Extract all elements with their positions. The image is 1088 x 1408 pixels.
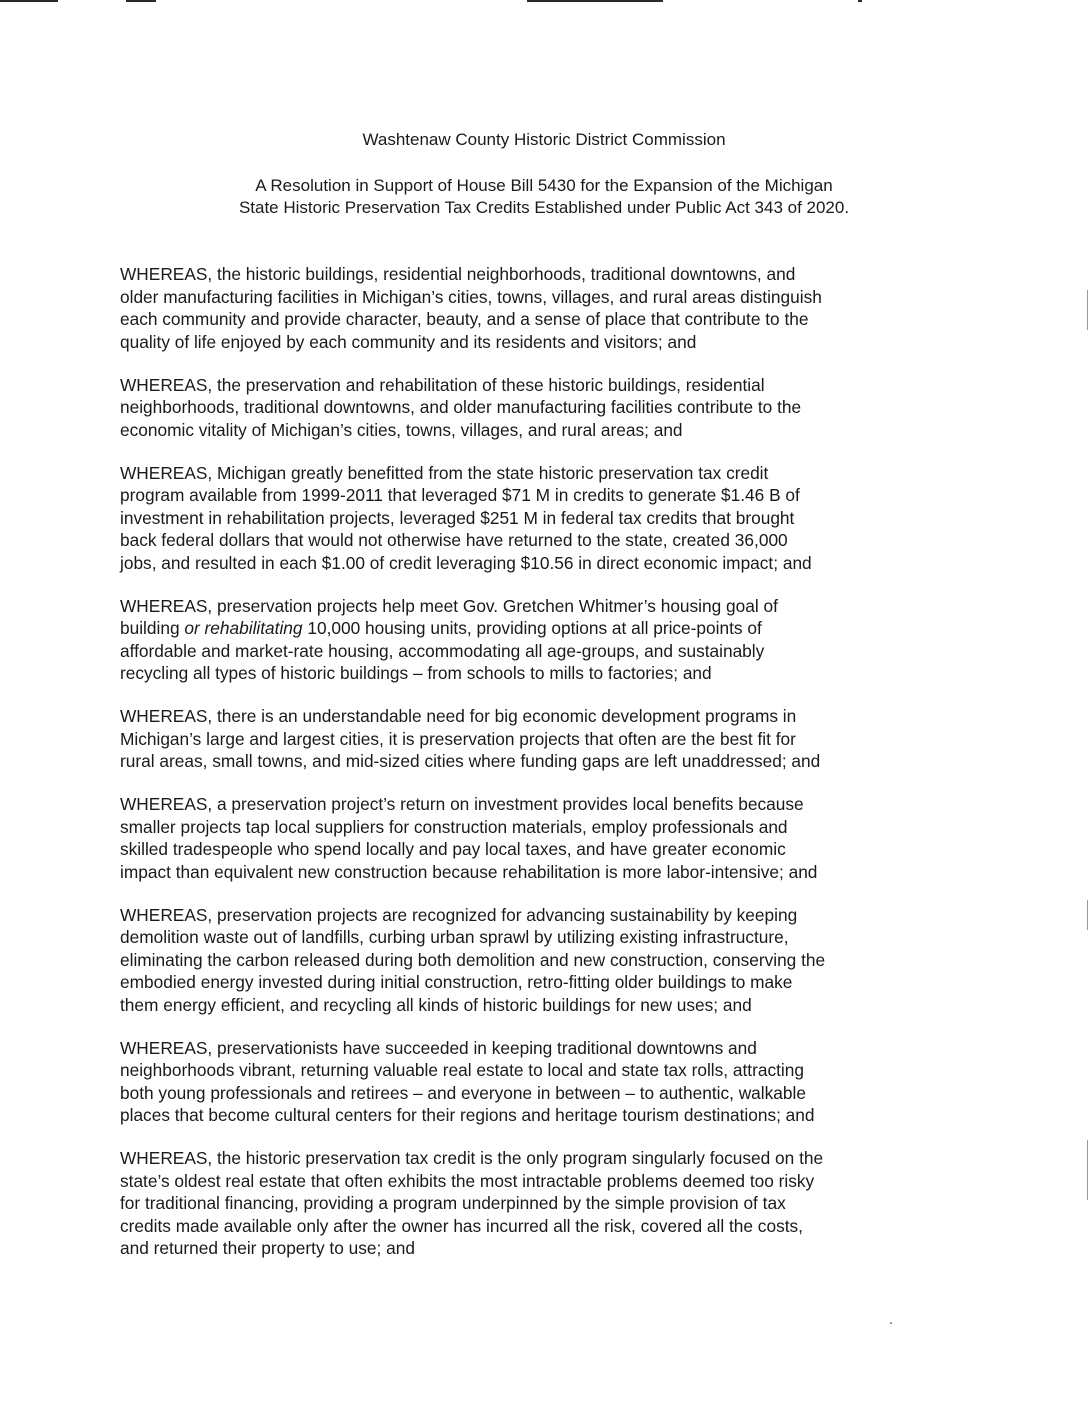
whereas-paragraph: [120, 263, 930, 353]
paragraph-line: program available from 1999-2011 that leveraged $71 M in credits to generate $1.46 B of: [120, 485, 800, 505]
paragraph-line: recycling all types of historic buildings – from schools to mills to factories; and: [120, 663, 712, 683]
scan-artifact: [890, 1322, 892, 1324]
paragraph-line: impact than equivalent new construction because rehabilitation is more labor-intensive; and: [120, 861, 818, 882]
paragraph-line: WHEREAS, preservationists have succeeded in keeping traditional downtowns and: [120, 1037, 757, 1058]
whereas-paragraph: [120, 705, 930, 773]
paragraph-line: [120, 617, 930, 640]
paragraph-line: WHEREAS, the historic preservation tax credit is the only program singularly focused on the: [120, 1148, 824, 1168]
scan-artifact: [527, 0, 663, 2]
resolution-body: [120, 263, 930, 1280]
resolution-title-line: State Historic Preservation Tax Credits Established under Public Act 343 of 2020.: [238, 198, 850, 217]
paragraph-line: affordable and market-rate housing, accommodating all age-groups, and sustainably: [120, 640, 765, 661]
paragraph-line: smaller projects tap local suppliers for construction materials, employ professionals and: [120, 816, 788, 837]
paragraph-line: older manufacturing facilities in Michigan’s cities, towns, villages, and rural areas distinguish: [120, 286, 822, 307]
paragraph-line: each community and provide character, beauty, and a sense of place that contribute to the: [120, 309, 809, 329]
whereas-paragraph: [120, 374, 930, 442]
paragraph-line: skilled tradespeople who spend locally and pay local taxes, and have greater economic: [120, 839, 786, 859]
paragraph-line: demolition waste out of landfills, curbing urban sprawl by utilizing existing infrastructure,: [120, 927, 789, 947]
whereas-paragraph: [120, 595, 930, 685]
whereas-paragraph: [120, 793, 930, 883]
scan-artifact: [858, 0, 862, 2]
scan-artifact: [0, 0, 58, 2]
scan-artifact: [126, 0, 156, 2]
paragraph-line: rural areas, small towns, and mid-sized cities where funding gaps are left unaddressed; and: [120, 751, 821, 771]
paragraph-line: places that become cultural centers for their regions and heritage tourism destinations; and: [120, 1105, 815, 1125]
line-text: 10,000 housing units, providing options at all price-points of: [302, 618, 762, 638]
paragraph-line: and returned their property to use; and: [120, 1238, 415, 1258]
paragraph-line: WHEREAS, preservation projects are recognized for advancing sustainability by keeping: [120, 904, 798, 925]
emphasized-text: or rehabilitating: [184, 618, 303, 638]
paragraph-line: economic vitality of Michigan’s cities, towns, villages, and rural areas; and: [120, 419, 683, 440]
paragraph-line: WHEREAS, Michigan greatly benefitted from the state historic preservation tax credit: [120, 462, 769, 483]
paragraph-line: WHEREAS, the preservation and rehabilitation of these historic buildings, residential: [120, 374, 765, 395]
paragraph-line: quality of life enjoyed by each community and its residents and visitors; and: [120, 331, 697, 352]
paragraph-line: neighborhoods, traditional downtowns, and older manufacturing facilities contribute to the: [120, 397, 802, 417]
whereas-paragraph: [120, 1037, 930, 1127]
paragraph-line: WHEREAS, a preservation project’s return on investment provides local benefits because: [120, 794, 804, 814]
paragraph-line: embodied energy invested during initial construction, retro-fitting older buildings to make: [120, 972, 793, 992]
paragraph-line: for traditional financing, providing a program underpinned by the simple provision of tax: [120, 1193, 786, 1213]
line-text: building: [120, 618, 185, 638]
paragraph-line: jobs, and resulted in each $1.00 of credit leveraging $10.56 in direct economic impact; and: [120, 552, 812, 573]
paragraph-line: Michigan’s large and largest cities, it is preservation projects that often are the best fit for: [120, 728, 796, 749]
organization-heading: Washtenaw County Historic District Commission: [362, 130, 726, 149]
resolution-title: [120, 175, 968, 219]
paragraph-line: WHEREAS, there is an understandable need for big economic development programs in: [120, 706, 797, 726]
paragraph-line: eliminating the carbon released during both demolition and new construction, conserving the: [120, 949, 826, 970]
paragraph-line: neighborhoods vibrant, returning valuable real estate to local and state tax rolls, attracting: [120, 1060, 804, 1080]
resolution-title-line: A Resolution in Support of House Bill 5430 for the Expansion of the Michigan: [255, 176, 833, 195]
paragraph-line: credits made available only after the owner has incurred all the risk, covered all the costs,: [120, 1215, 803, 1236]
paragraph-line: WHEREAS, preservation projects help meet Gov. Gretchen Whitmer’s housing goal of: [120, 595, 778, 616]
paragraph-line: WHEREAS, the historic buildings, residential neighborhoods, traditional downtowns, and: [120, 264, 796, 284]
whereas-paragraph: [120, 1147, 930, 1260]
paragraph-line: both young professionals and retirees – and everyone in between – to authentic, walkable: [120, 1082, 806, 1103]
paragraph-line: back federal dollars that would not otherwise have returned to the state, created 36,000: [120, 530, 788, 550]
paragraph-line: them energy efficient, and recycling all kinds of historic buildings for new uses; and: [120, 994, 752, 1015]
whereas-paragraph: [120, 904, 930, 1017]
whereas-paragraph: [120, 462, 930, 575]
paragraph-line: investment in rehabilitation projects, leveraged $251 M in federal tax credits that brought: [120, 507, 795, 528]
paragraph-line: state’s oldest real estate that often exhibits the most intractable problems deemed too risky: [120, 1170, 815, 1191]
